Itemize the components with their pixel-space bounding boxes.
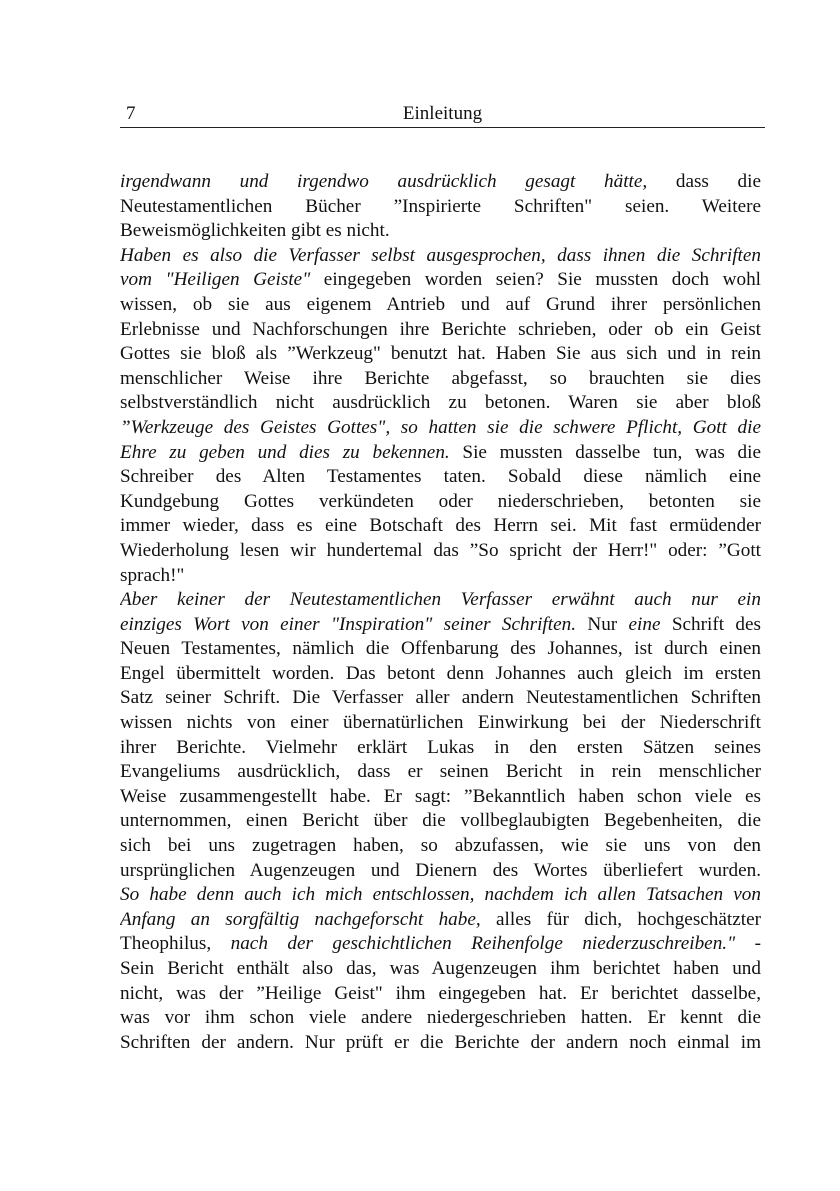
chapter-title: Einleitung (402, 103, 483, 124)
italic-text: Aber keiner der Neutestamentlichen Verfasser erwähnt auch nur ein (120, 589, 761, 611)
text: sich bei uns zugetragen haben, so abzufassen, wie sie uns von den (120, 835, 761, 857)
text: Sein Bericht enthält also das, was Augenzeugen ihm berichtet haben und (120, 958, 761, 979)
text: Schreiber des Alten Testamentes taten. Sobald diese nämlich eine (120, 466, 761, 488)
text-line (120, 809, 761, 834)
text-line (120, 760, 761, 785)
text: Wiederholung lesen wir hundertemal das ”So spricht der Herr!" oder: ”Gott (120, 539, 761, 561)
text-line (120, 711, 761, 736)
italic-text: ”Werkzeuge des Geistes Gottes", so hatten sie die schwere Pflicht, Gott die (120, 416, 761, 438)
page-number: 7 (126, 103, 136, 124)
text: dass die (647, 171, 761, 192)
text: Kundgebung Gottes verkündeten oder niederschrieben, betonten sie (120, 490, 761, 512)
text: Neuen Testamentes, nämlich die Offenbarung des Johannes, ist durch einen (120, 638, 761, 660)
italic-text: nach der geschichtlichen Reihenfolge niederzuschreiben." (230, 933, 736, 955)
text: wissen nichts von einer übernatürlichen Einwirkung bei der Niederschrift (120, 712, 761, 734)
text-line (120, 342, 761, 367)
italic-text: einziges Wort von einer "Inspiration" seiner Schriften. (120, 613, 576, 635)
italic-text: So habe denn auch ich mich entschlossen, nachdem ich allen Tatsachen von (120, 884, 761, 906)
text-line (120, 834, 761, 859)
italic-text: Haben es also die Verfasser selbst ausgesprochen, dass ihnen die Schriften (120, 244, 761, 266)
text: nicht, was der ”Heilige Geist" ihm eingegeben hat. Er berichtet dasselbe, (120, 982, 761, 1004)
text-line (120, 662, 761, 687)
text-line (120, 219, 761, 244)
text-line (120, 982, 761, 1007)
text: menschlicher Weise ihre Berichte abgefasst, so brauchten sie dies (120, 367, 761, 389)
text: alles für dich, hochgeschätzter (480, 908, 761, 930)
text: Nur (576, 613, 629, 635)
text-line (120, 564, 761, 589)
text-line (120, 957, 761, 982)
text: Neutestamentlichen Bücher ”Inspirierte Schriften" seien. Weitere (120, 195, 761, 217)
text: Evangeliums ausdrücklich, dass er seinen Bericht in rein menschlicher (120, 761, 761, 783)
text-line (120, 1031, 761, 1056)
text: Erlebnisse und Nachforschungen ihre Berichte schrieben, oder ob ein Geist (120, 318, 761, 340)
italic-text: eine (628, 613, 661, 635)
text: unternommen, einen Bericht über die vollbeglaubigten Begebenheiten, die (120, 810, 761, 832)
text: was vor ihm schon viele andere niedergeschrieben hatten. Er kennt die (120, 1007, 761, 1029)
text-line (120, 293, 761, 318)
italic-text: vom "Heiligen Geiste" (120, 269, 311, 291)
italic-text: Ehre zu geben und dies zu bekennen. (120, 441, 450, 463)
text-line (120, 195, 761, 220)
text-line (120, 318, 761, 343)
text-line (120, 514, 761, 539)
text-line (120, 908, 761, 933)
text: ihrer Berichte. Vielmehr erklärt Lukas in den ersten Sätzen seines (120, 736, 761, 758)
text: ursprünglichen Augenzeugen und Dienern des Wortes überliefert wurden. (120, 859, 761, 881)
text-line (120, 613, 761, 638)
text-line (120, 367, 761, 392)
text-line (120, 170, 761, 195)
text-line (120, 268, 761, 293)
italic-text: Anfang an sorgfältig nachgeforscht habe, (120, 908, 481, 930)
text-line (120, 1006, 761, 1031)
text-line (120, 441, 761, 466)
text-line (120, 465, 761, 490)
text-line (120, 391, 761, 416)
text: Beweismöglichkeiten gibt es nicht. (120, 220, 390, 242)
text-line (120, 736, 761, 761)
text-line (120, 490, 761, 515)
text: Weise zusammengestellt habe. Er sagt: ”Bekanntlich haben schon viele es (120, 785, 761, 807)
text-line (120, 539, 761, 564)
text-line (120, 416, 761, 441)
text: eingegeben worden seien? Sie mussten doch wohl (310, 269, 761, 291)
text: wissen, ob sie aus eigenem Antrieb und auf Grund ihrer persönlichen (120, 293, 761, 315)
text-line (120, 785, 761, 810)
text: Schrift des (660, 613, 761, 635)
text-line (120, 637, 761, 662)
text-line (120, 588, 761, 613)
running-header (120, 103, 765, 128)
text: Schriften der andern. Nur prüft er die Berichte der andern noch einmal im (120, 1031, 761, 1053)
text: sprach!" (120, 564, 185, 586)
text-line (120, 883, 761, 908)
italic-text: irgendwann und irgendwo ausdrücklich gesagt hätte, (120, 171, 648, 192)
text: Sie mussten dasselbe tun, was die (449, 441, 761, 463)
body-text (120, 170, 761, 1055)
text: Theophilus, (120, 933, 231, 955)
text: immer wieder, dass es eine Botschaft des Herrn sei. Mit fast ermüdender (120, 515, 761, 537)
text: selbstverständlich nicht ausdrücklich zu betonen. Waren sie aber bloß (120, 392, 761, 414)
text: Gottes sie bloß als ”Werkzeug" benutzt hat. Haben Sie aus sich und in rein (120, 343, 761, 365)
text: Satz seiner Schrift. Die Verfasser aller andern Neutestamentlichen Schriften (120, 687, 761, 709)
text: Engel übermittelt worden. Das betont denn Johannes auch gleich im ersten (120, 662, 761, 684)
text-line (120, 244, 761, 269)
text: - (735, 933, 761, 955)
text-line (120, 686, 761, 711)
text-line (120, 932, 761, 957)
text-line (120, 859, 761, 884)
